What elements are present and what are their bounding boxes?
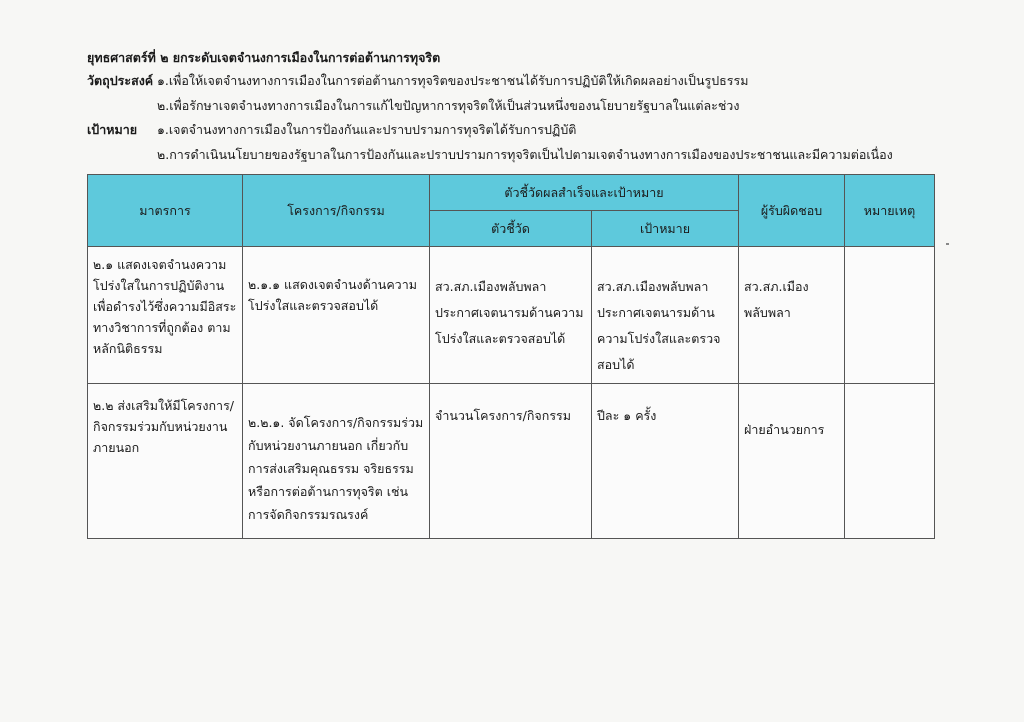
cell-remark: [845, 384, 935, 539]
responsible-text: สว.สภ.เมือง พลับพลา: [744, 279, 809, 320]
header-kpi-group: ตัวชี้วัดผลสำเร็จและเป้าหมาย: [430, 175, 739, 211]
target-2: ๒.การดำเนินนโยบายของรัฐบาลในการป้องกันและปราบปรามการทุจริตเป็นไปตามเจตจำนงทางการเมืองของประชาชนและมีความต่อเนื่อง: [157, 147, 893, 162]
responsible-text: ฝ่ายอำนวยการ: [744, 422, 825, 437]
cell-indicator: [430, 384, 592, 539]
cell-remark: [845, 247, 935, 384]
cell-indicator: [430, 247, 592, 384]
cell-responsible: [739, 384, 845, 539]
cell-measure: [88, 384, 243, 539]
remark-text: [846, 248, 933, 258]
target-1-line: [87, 122, 576, 138]
target-1: ๑.เจตจำนงทางการเมืองในการป้องกันและปราบปรามการทุจริตได้รับการปฏิบัติ: [157, 122, 577, 137]
indicator-text: จำนวนโครงการ/กิจกรรม: [435, 408, 571, 423]
header-target: เป้าหมาย: [592, 211, 739, 247]
table-row: [88, 384, 935, 539]
cell-responsible: [739, 247, 845, 384]
cell-measure: [88, 247, 243, 384]
header-project: โครงการ/กิจกรรม: [243, 175, 430, 247]
strategy-table: [87, 174, 935, 539]
header-remark: หมายเหตุ: [845, 175, 935, 247]
strategy-title: ยุทธศาสตร์ที่ ๒ ยกระดับเจตจำนงการเมืองในการต่อต้านการทุจริต: [87, 50, 441, 65]
objective-label: วัตถุประสงค์: [87, 73, 154, 88]
objective-2: ๒.เพื่อรักษาเจตจำนงทางการเมืองในการแก้ไขปัญหาการทุจริตให้เป็นส่วนหนึ่งของนโยบายรัฐบาลในแต่ละช่วง: [157, 98, 740, 113]
header-responsible: ผู้รับผิดชอบ: [739, 175, 845, 247]
project-text: ๒.๒.๑. จัดโครงการ/กิจกรรมร่วมกับหน่วยงานภายนอก เกี่ยวกับการส่งเสริมคุณธรรม จริยธรรม หรือการต่อต้านการทุจริต เช่น การจัดกิจกรรมรณรงค์: [248, 415, 424, 522]
cell-target: [592, 247, 739, 384]
remark-text: [846, 385, 933, 395]
target-text: สว.สภ.เมืองพลับพลาประกาศเจตนารมด้านความโปร่งใสและตรวจสอบได้: [597, 279, 721, 372]
header-measure: มาตรการ: [88, 175, 243, 247]
target-text: ปีละ ๑ ครั้ง: [597, 408, 657, 423]
cell-project: [243, 247, 430, 384]
target-label: เป้าหมาย: [87, 122, 138, 137]
project-text: ๒.๑.๑ แสดงเจตจำนงด้านความโปร่งใสและตรวจสอบได้: [248, 277, 417, 313]
indicator-text: สว.สภ.เมืองพลับพลาประกาศเจตนารมด้านความโปร่งใสและตรวจสอบได้: [435, 279, 584, 346]
objective-1-line: [87, 73, 748, 89]
measure-text: ๒.๒ ส่งเสริมให้มีโครงการ/กิจกรรมร่วมกับหน่วยงานภายนอก: [93, 398, 235, 455]
cell-target: [592, 384, 739, 539]
objective-1: ๑.เพื่อให้เจตจำนงทางการเมืองในการต่อต้านการทุจริตของประชาชนได้รับการปฏิบัติให้เกิดผลอย่างเป็นรูปธรรม: [157, 73, 749, 88]
measure-text: ๒.๑ แสดงเจตจำนงความโปร่งใสในการปฏิบัติงานเพื่อดำรงไว้ซึ่งความมีอิสระทางวิชาการที่ถูกต้อง ตามหลักนิติธรรม: [93, 257, 237, 356]
scan-speck: [946, 243, 949, 245]
table-row: [88, 247, 935, 384]
header-indicator: ตัวชี้วัด: [430, 211, 592, 247]
cell-project: [243, 384, 430, 539]
